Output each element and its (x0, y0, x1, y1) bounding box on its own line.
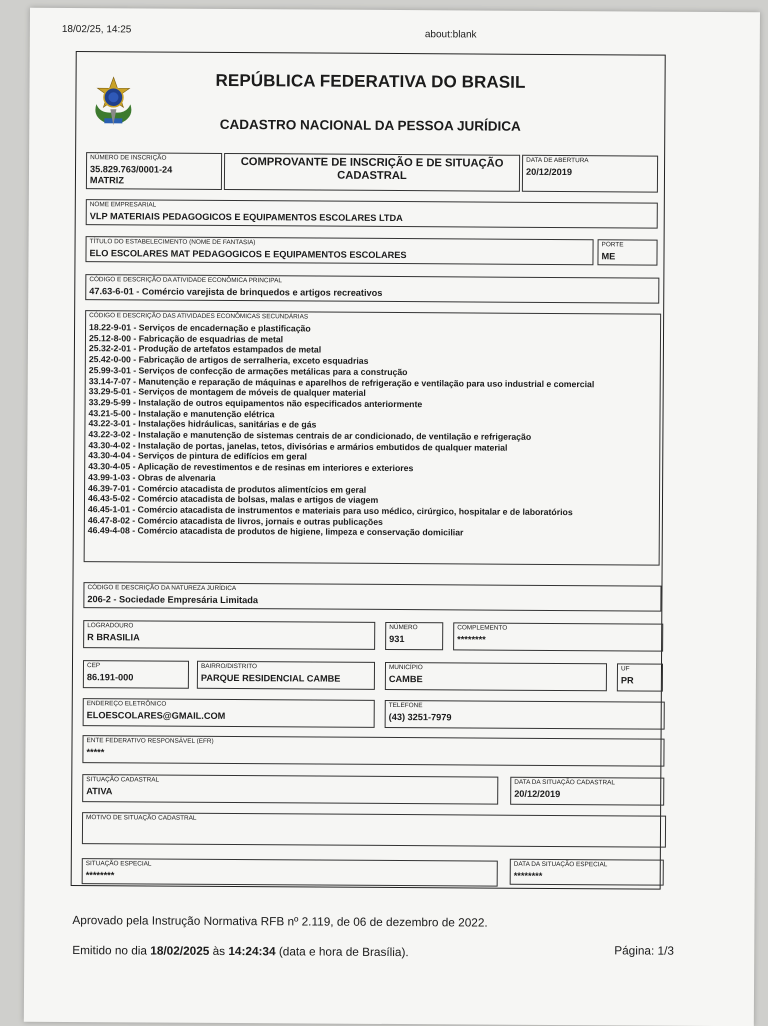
uf-value: PR (620, 675, 634, 686)
list-item: 46.45-1-01 - Comércio atacadista de instrumentos e materiais para uso médico, cirúrgico, hospitalar e de laboratórios (87, 504, 573, 518)
porte-label: PORTE (601, 241, 624, 249)
uf-box (617, 663, 663, 691)
emitido-prefix: Emitido no dia (72, 943, 151, 958)
numero-box (385, 622, 443, 650)
list-item: 33.14-7-07 - Manutenção e reparação de máquinas e aparelhos de refrigeração e ventilação para uso industrial e comercial (88, 375, 595, 389)
numero-value: 931 (389, 633, 405, 645)
nome-empresarial-label: NOME EMPRESARIAL (89, 201, 157, 209)
nome-empresarial-value: VLP MATERIAIS PEDAGOGICOS E EQUIPAMENTOS ESCOLARES LTDA (89, 211, 403, 224)
atividade-principal-box (85, 274, 659, 304)
list-item: 43.30-4-02 - Instalação de portas, janelas, tetos, divisórias e armários embutidos de qualquer material (88, 439, 508, 453)
logradouro-box (83, 620, 375, 650)
data-situacao-especial-value: ******** (513, 870, 543, 881)
emitido-date: 18/02/2025 (150, 943, 210, 958)
bairro-box (197, 661, 375, 690)
telefone-value: (43) 3251-7979 (388, 711, 452, 723)
situacao-box (82, 774, 498, 805)
atividades-secundarias-list (88, 322, 657, 540)
efr-label: ENTE FEDERATIVO RESPONSÁVEL (EFR) (86, 737, 214, 745)
fantasia-label: TÍTULO DO ESTABELECIMENTO (NOME DE FANTASIA) (89, 238, 256, 247)
list-item: 46.39-7-01 - Comércio atacadista de produtos alimentícios em geral (88, 482, 367, 495)
complemento-label: COMPLEMENTO (457, 624, 508, 632)
fantasia-value: ELO ESCOLARES MAT PEDAGOGICOS E EQUIPAMENTOS ESCOLARES (89, 248, 407, 261)
logradouro-label: LOGRADOURO (87, 622, 134, 630)
bairro-value: PARQUE RESIDENCIAL CAMBE (200, 672, 341, 684)
data-situacao-value: 20/12/2019 (514, 788, 561, 800)
situacao-especial-label: SITUAÇÃO ESPECIAL (85, 860, 152, 868)
uf-label: UF (620, 665, 630, 673)
natureza-juridica-value: 206-2 - Sociedade Empresária Limitada (87, 594, 258, 606)
cep-label: CEP (86, 662, 101, 670)
logradouro-value: R BRASILIA (87, 632, 140, 643)
atividades-secundarias-label: CÓDIGO E DESCRIÇÃO DAS ATIVIDADES ECONÔMICAS SECUNDÁRIAS (89, 312, 309, 321)
motivo-box (82, 812, 666, 848)
page-number: Página: 1/3 (614, 943, 674, 958)
list-item: 25.99-3-01 - Serviços de confecção de armações metálicas para a construção (88, 364, 408, 377)
emitido-mid: às (209, 943, 229, 958)
situacao-label: SITUAÇÃO CADASTRAL (86, 776, 160, 784)
natureza-juridica-label: CÓDIGO E DESCRIÇÃO DA NATUREZA JURÍDICA (87, 584, 237, 593)
printed-page (24, 8, 760, 1026)
emitido-time: 14:24:34 (228, 943, 276, 959)
municipio-box (385, 662, 607, 691)
cnpj-form (71, 51, 666, 890)
telefone-label: TELEFONE (388, 701, 423, 710)
nome-empresarial-box (86, 199, 658, 228)
cep-box (83, 660, 189, 689)
abertura-box (522, 155, 658, 193)
municipio-value: CAMBE (388, 673, 423, 685)
motivo-label: MOTIVO DE SITUAÇÃO CADASTRAL (86, 814, 197, 822)
list-item: 46.49-4-08 - Comércio atacadista de produtos de higiene, limpeza e conservação domiciliar (87, 525, 464, 538)
comprovante-box (224, 153, 520, 192)
porte-value: ME (601, 251, 616, 262)
list-item: 43.22-3-02 - Instalação e manutenção de sistemas centrais de ar condicionado, de ventilação e refrigeração (88, 429, 532, 442)
inscricao-numero: 35.829.763/0001-24 (89, 164, 173, 175)
list-item: 43.99-1-03 - Obras de alvenaria (88, 471, 216, 483)
list-item: 25.42-0-00 - Fabricação de artigos de serralheria, exceto esquadrias (88, 354, 369, 366)
list-item: 33.29-5-99 - Instalação de outros equipamentos não especificados anteriormente (88, 397, 423, 410)
list-item: 25.32-2-01 - Produção de artefatos estampados de metal (88, 343, 322, 355)
atividade-principal-value: 47.63-6-01 - Comércio varejista de brinquedos e artigos recreativos (89, 286, 383, 298)
page-title: REPÚBLICA FEDERATIVA DO BRASIL (215, 70, 526, 92)
data-situacao-label: DATA DA SITUAÇÃO CADASTRAL (514, 778, 615, 787)
data-situacao-box (510, 777, 664, 806)
data-situacao-especial-box (510, 859, 664, 886)
data-situacao-especial-label: DATA DA SITUAÇÃO ESPECIAL (513, 860, 608, 869)
list-item: 43.30-4-04 - Serviços de pintura de edifícios em geral (88, 450, 308, 462)
email-value: ELOESCOLARES@GMAIL.COM (86, 710, 226, 721)
municipio-label: MUNICÍPIO (388, 663, 423, 672)
list-item: 25.12-8-00 - Fabricação de esquadrias de metal (88, 332, 284, 345)
emitido-suffix: (data e hora de Brasília). (275, 944, 409, 960)
situacao-especial-box (82, 858, 498, 887)
numero-label: NÚMERO (389, 623, 418, 632)
comprovante-title-line1: COMPROVANTE DE INSCRIÇÃO E DE SITUAÇÃO (240, 156, 504, 170)
inscricao-box (86, 152, 222, 190)
bairro-label: BAIRRO/DISTRITO (200, 662, 257, 671)
atividade-principal-label: CÓDIGO E DESCRIÇÃO DA ATIVIDADE ECONÔMICA PRINCIPAL (89, 276, 282, 285)
telefone-box (385, 700, 665, 730)
complemento-value: ******** (457, 634, 486, 645)
aprovado-text: Aprovado pela Instrução Normativa RFB nº 2.119, de 06 de dezembro de 2022. (72, 913, 488, 930)
list-item: 43.21-5-00 - Instalação e manutenção elétrica (88, 407, 275, 419)
print-datetime: 18/02/25, 14:25 (61, 23, 132, 36)
atividades-secundarias-box (84, 310, 662, 566)
list-item: 46.43-5-02 - Comércio atacadista de bolsas, malas e artigos de viagem (87, 493, 379, 506)
list-item: 18.22-9-01 - Serviços de encadernação e plastificação (89, 322, 311, 334)
print-url: about:blank (424, 29, 477, 41)
comprovante-title-line2: CADASTRAL (337, 169, 407, 182)
emitido-text (72, 943, 409, 959)
page-subtitle: CADASTRO NACIONAL DA PESSOA JURÍDICA (219, 116, 521, 134)
cep-value: 86.191-000 (86, 672, 134, 683)
email-box (83, 698, 375, 728)
email-label: ENDEREÇO ELETRÔNICO (86, 700, 167, 708)
inscricao-label: NÚMERO DE INSCRIÇÃO (90, 154, 167, 162)
porte-box (597, 239, 657, 265)
inscricao-tipo: MATRIZ (89, 175, 125, 186)
list-item: 43.30-4-05 - Aplicação de revestimentos e de resinas em interiores e exteriores (88, 461, 414, 474)
situacao-value: ATIVA (86, 786, 113, 797)
abertura-value: 20/12/2019 (525, 166, 573, 178)
list-item: 33.29-5-01 - Serviços de montagem de móveis de qualquer material (88, 386, 366, 399)
efr-box (82, 735, 664, 767)
abertura-label: DATA DE ABERTURA (526, 156, 589, 165)
complemento-box (453, 622, 663, 651)
efr-value: ***** (86, 747, 105, 758)
situacao-especial-value: ******** (85, 870, 115, 881)
list-item: 46.47-8-02 - Comércio atacadista de livros, jornais e outras publicações (87, 514, 383, 527)
natureza-juridica-box (83, 582, 661, 612)
fantasia-box (85, 236, 593, 265)
list-item: 43.22-3-01 - Instalações hidráulicas, sanitárias e de gás (88, 418, 317, 430)
